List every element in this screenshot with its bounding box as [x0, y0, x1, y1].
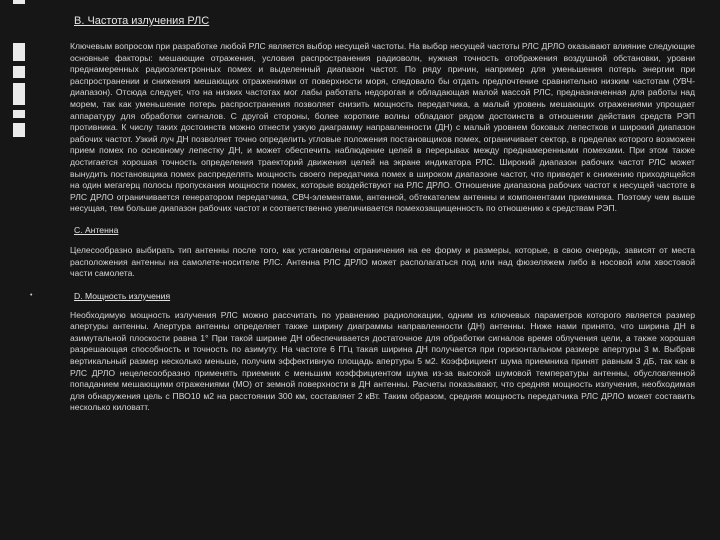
side-bar-block	[13, 43, 25, 61]
antenna-paragraph: Целесообразно выбирать тип антенны после того, как установлены ограничения на ее форму и размеры, которые, в свою очередь, зависят от места расположения антенны на самолете-носителе РЛС. Антенна РЛС ДРЛО может располагаться под или над фюзеляжем либо в носовой или хвостовой части самолета.	[70, 244, 695, 279]
power-subheading: D. Мощность излучения	[74, 290, 171, 301]
bullet-icon: •	[30, 291, 33, 299]
frequency-paragraph: Ключевым вопросом при разработке любой РЛС является выбор несущей частоты. На выбор несущей частоты РЛС ДРЛО оказывают влияние следующие основные факторы: мешающие отражения, условия распространения радиоволн, нужная точность отображения воздушной обстановки, уровни преднамеренных радиоэлектронных помех и выделенный диапазон частот. По ряду причин, например для уменьшения потерь энергии при распространении и снижения мешающих отражениями от поверхности моря, следовало бы отдать предпочтение сравнительно низким частотам (УВЧ-диапазон). Отсюда следует, что на низких частотах мог лабы работать недорогая и обладающая малой массой РЛС, предназначенная для работы над морем, так как уменьшение потерь распространения позволяет снизить мощность передатчика, а малый уровень мешающих отражениями упрощает аппаратуру для обработки сигналов. С другой стороны, более короткие волны обладают рядом достоинств в отношении действия средств РЭП противника. К числу таких достоинств можно отнести узкую диаграмму направленности (ДН) с малый уровнем боковых лепестков и широкий диапазон рабочих частот. Узкий луч ДН позволяет точно определить угловые положения постановщиков помех, ограничивает сектор, в пределах которого возможен прием помех по основному лепестку ДН, и может обеспечить наблюдение целей в перерывах между преднамеренными помехами. При этом также достигается хорошая точность определения траекторий движения целей на экране индикатора РЛС. Широкий диапазон рабочих частот РЛС может вынудить постановщика помех распределять мощность своего передатчика помех в широком диапазоне частот, что приведет к снижению приходящейся на один мегагерц полосы пропускания мощности помех, которые воздействуют на РЛС ДРЛО. Отношение диапазона рабочих частот к несущей частоте в РЛС ДРЛО ограничивается генератором передатчика, СВЧ-элементами, антенной, обтекателем антенны и компонентами приемника. Поэтому чем выше несущая, тем больше диапазон рабочих частот и соответственно увеличивается помехозащищенность по отношению к средствам РЭП.	[70, 41, 695, 214]
side-bar-block	[13, 83, 25, 105]
side-bar-block	[13, 123, 25, 137]
power-paragraph: Необходимую мощность излучения РЛС можно рассчитать по уравнению радиолокации, одним из ключевых параметров которого является размер апертуры антенны. Апертура антенны определяет также ширину диаграммы направленности (ДН) антенны. Ниже нами принято, что ширина ДН в азимутальной плоскости равна 1° При такой ширине ДН обеспечивается достаточное для обработки сигналов время облучения цели, а также хорошая разрешающая способность и точность по азимуту. На частоте 6 ГГц такая ширина ДН получается при горизонтальном размере апертуры 3 м. Выбрав вертикальный размер несколько меньше, получим эффективную площадь апертуры 5 м2. Коэффициент шума приемника принят равным 3 дБ, так как в РЛС ДРЛО нецелесообразно применять приемник с меньшим коэффициентом шума из-за высокой шумовой температуры антенны, обусловленной попаданием мешающими отражениями (МО) от земной поверхности в ДН антенны. Расчеты показывают, что средняя мощность излучения, необходимая для обнаружения цель с ПВО10 м2 на расстоянии 300 км, составляет 2 кВт. Таким образом, средняя мощность передатчика РЛС ДРЛО может составить несколько киловатт.	[70, 309, 695, 413]
decorative-side-bar	[13, 0, 25, 540]
side-bar-block	[13, 66, 25, 78]
power-section	[30, 290, 695, 302]
side-bar-block	[13, 0, 25, 4]
slide-content	[30, 14, 695, 414]
antenna-subheading: С. Антенна	[74, 224, 119, 235]
section-heading: В. Частота излучения РЛС	[74, 15, 210, 27]
side-bar-block	[13, 110, 25, 118]
